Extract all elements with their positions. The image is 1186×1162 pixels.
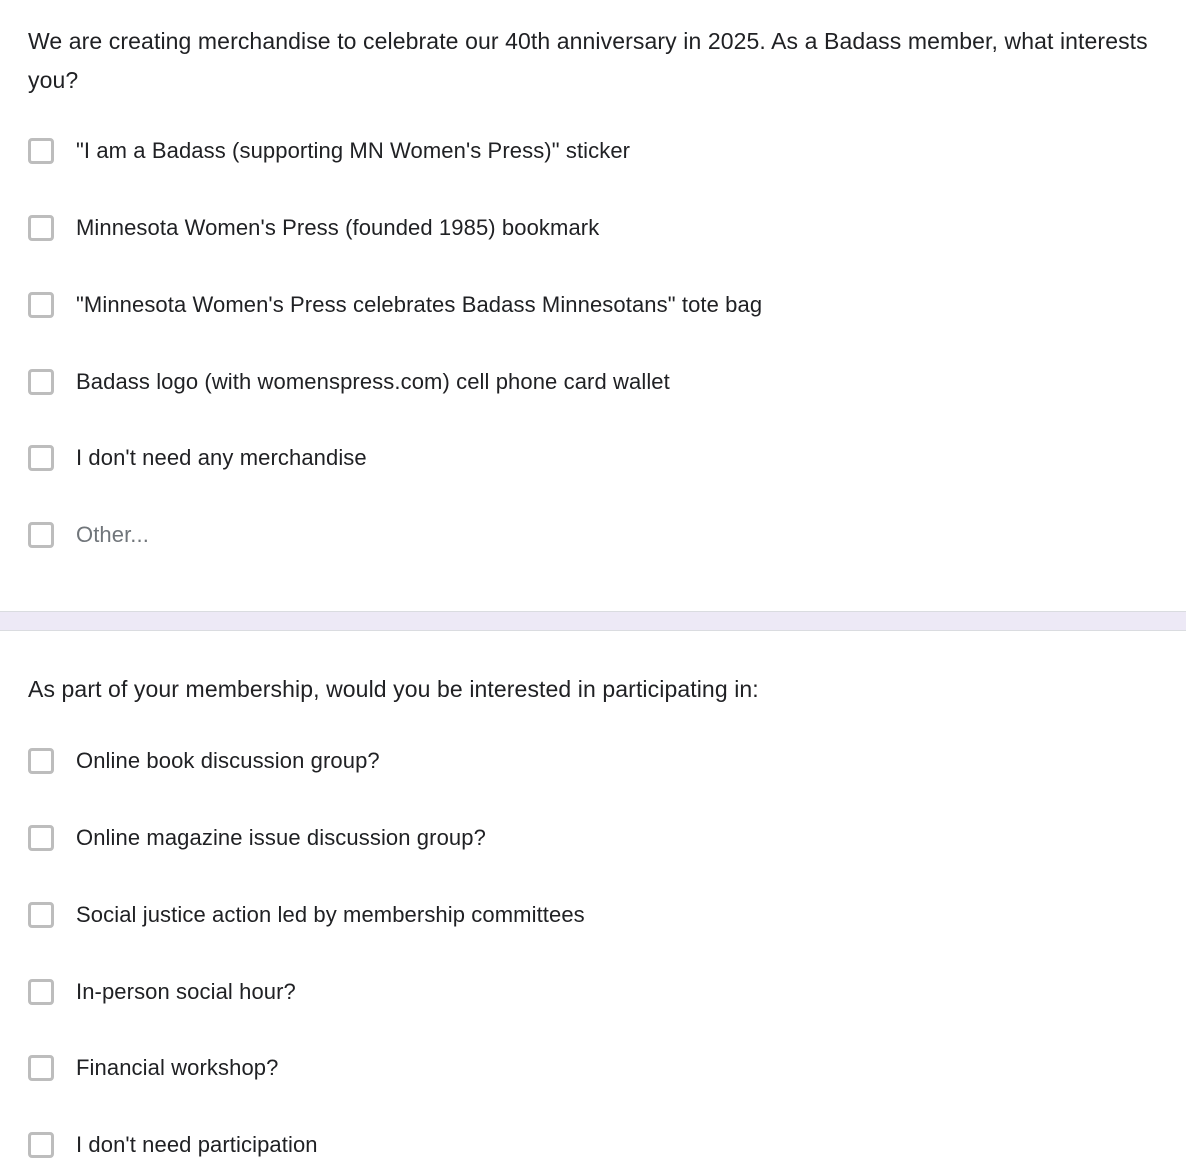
option-label: Minnesota Women's Press (founded 1985) bookmark	[76, 215, 600, 240]
checkbox[interactable]	[28, 445, 54, 471]
option-no-merchandise[interactable]	[28, 442, 367, 474]
option-label: Badass logo (with womenspress.com) cell phone card wallet	[76, 369, 670, 394]
option-label: "I am a Badass (supporting MN Women's Press)" sticker	[76, 138, 631, 163]
question-title: As part of your membership, would you be interested in participating in:	[28, 676, 759, 702]
option-label: Online magazine issue discussion group?	[76, 825, 486, 850]
option-magazine-discussion[interactable]	[28, 822, 486, 854]
option-no-participation[interactable]	[28, 1129, 318, 1161]
section-divider	[0, 611, 1186, 631]
other-input-placeholder[interactable]: Other...	[76, 522, 149, 547]
option-label: I don't need participation	[76, 1132, 318, 1157]
checkbox[interactable]	[28, 1055, 54, 1081]
option-label: "Minnesota Women's Press celebrates Badass Minnesotans" tote bag	[76, 292, 763, 317]
option-sticker[interactable]	[28, 135, 630, 167]
option-label: Online book discussion group?	[76, 748, 380, 773]
option-financial-workshop[interactable]	[28, 1052, 278, 1084]
option-card-wallet[interactable]	[28, 366, 670, 398]
option-social-hour[interactable]	[28, 976, 296, 1008]
checkbox[interactable]	[28, 522, 54, 548]
checkbox[interactable]	[28, 979, 54, 1005]
question-title: We are creating merchandise to celebrate our 40th anniversary in 2025. As a Badass member, what interests you?	[28, 28, 1148, 93]
option-social-justice[interactable]	[28, 899, 585, 931]
checkbox[interactable]	[28, 292, 54, 318]
option-tote-bag[interactable]	[28, 289, 762, 321]
option-label: Financial workshop?	[76, 1055, 279, 1080]
checkbox[interactable]	[28, 748, 54, 774]
option-label: I don't need any merchandise	[76, 445, 367, 470]
checkbox[interactable]	[28, 1132, 54, 1158]
checkbox[interactable]	[28, 138, 54, 164]
option-book-discussion[interactable]	[28, 745, 380, 777]
option-bookmark[interactable]	[28, 212, 599, 244]
option-other[interactable]	[28, 519, 149, 551]
option-label: Social justice action led by membership committees	[76, 902, 585, 927]
checkbox[interactable]	[28, 825, 54, 851]
checkbox[interactable]	[28, 369, 54, 395]
checkbox[interactable]	[28, 215, 54, 241]
option-label: In-person social hour?	[76, 979, 296, 1004]
checkbox[interactable]	[28, 902, 54, 928]
